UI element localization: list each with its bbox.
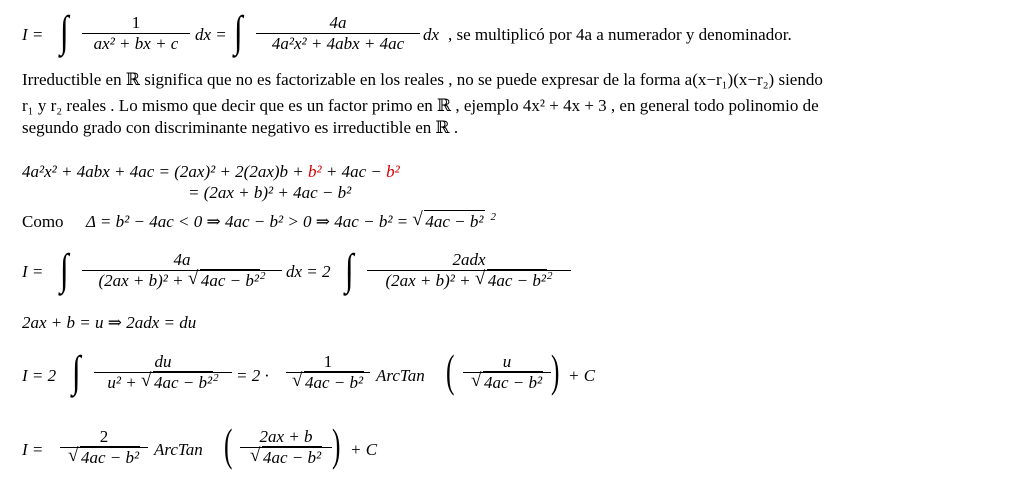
eq3-tail: + C xyxy=(568,366,596,385)
complete-square-line-2: = (2ax + b)² + 4ac − b² xyxy=(188,183,352,202)
eq3-f2-denominator: √ 4ac − b² xyxy=(286,373,370,393)
eq3-f3-denominator: √ 4ac − b² xyxy=(463,373,551,393)
eq2-f2-denominator: (2ax + b)² + √ 4ac − b²$^2$ xyxy=(367,271,571,293)
left-paren: ( xyxy=(446,345,455,396)
red-term: b² xyxy=(386,162,400,181)
eq2-fraction-1 xyxy=(82,250,282,293)
eq2-mid: dx = 2 xyxy=(286,262,331,281)
como-word: Como xyxy=(22,212,64,231)
right-paren: ) xyxy=(332,419,341,470)
integral-sign: ∫ xyxy=(60,7,69,56)
eq4-f1-numerator: 2 xyxy=(99,427,109,446)
integral-sign: ∫ xyxy=(72,347,81,396)
eq4-fraction-2 xyxy=(240,427,332,468)
eq3-f1-denominator: u² + √ 4ac − b²$^2$ xyxy=(94,373,232,395)
eq1-comment: , se multiplicó por 4a a numerador y denominador. xyxy=(448,25,792,44)
eq1-f2-numerator: 4a xyxy=(329,13,347,32)
eq2-f2-numerator: 2adx xyxy=(452,250,486,269)
eq3-fraction-3 xyxy=(463,352,551,393)
eq3-fraction-1 xyxy=(94,352,232,395)
substitution-line: 2ax + b = u ⇒ 2adx = du xyxy=(22,313,197,332)
eq3-f3-numerator: u xyxy=(502,352,512,371)
eq1-mid: dx = xyxy=(195,25,227,44)
eq4-f2-denominator: √ 4ac − b² xyxy=(240,448,332,468)
eq4-f2-numerator: 2ax + b xyxy=(259,427,313,446)
paragraph-line-1: Irreductible en ℝ significa que no es factorizable en los reales , no se puede expresar de la forma a(x−r₁)(x−r₂) siendo xyxy=(22,70,823,89)
eq1-f2-denominator: 4a²x² + 4abx + 4ac xyxy=(271,34,405,53)
eq3-f2-numerator: 1 xyxy=(323,352,333,371)
right-paren: ) xyxy=(551,345,560,396)
eq1-f1-denominator: ax² + bx + c xyxy=(93,34,179,53)
eq4-fraction-1 xyxy=(60,427,148,468)
eq3-arctan: ArcTan xyxy=(376,366,425,385)
eq2-lhs: I = xyxy=(22,262,44,281)
eq3-f1-numerator: du xyxy=(154,352,172,371)
eq4-tail: + C xyxy=(350,440,378,459)
paragraph-line-3: segundo grado con discriminante negativo es irreductible en ℝ . xyxy=(22,118,459,137)
eq1-f1-numerator: 1 xyxy=(131,13,141,32)
eq2-f1-numerator: 4a xyxy=(173,250,191,269)
eq3-mid: = 2 · xyxy=(236,366,269,385)
left-paren: ( xyxy=(224,419,233,470)
paragraph-line-2: r₁ y r₂ reales . Lo mismo que decir que es un factor primo en ℝ , ejemplo 4x² + 4x + 3 , en general todo polinomio de xyxy=(22,96,819,115)
complete-square-line-1: 4a²x² + 4abx + 4ac = (2ax)² + 2(2ax)b + b² + 4ac − b² xyxy=(22,162,400,181)
eq4-lhs: I = xyxy=(22,440,44,459)
eq4-arctan: ArcTan xyxy=(154,440,203,459)
red-term: b² xyxy=(308,162,322,181)
eq1-fraction-2 xyxy=(256,13,420,54)
integral-sign: ∫ xyxy=(60,245,69,294)
eq4-f1-denominator: √ 4ac − b² xyxy=(60,448,148,468)
integral-sign: ∫ xyxy=(234,7,243,56)
eq1-tail: dx xyxy=(423,25,440,44)
eq1-lhs: I = xyxy=(22,25,44,44)
como-expression: Δ = b² − 4ac < 0 ⇒ 4ac − b² > 0 ⇒ 4ac − b² = √ 4ac − b² $^2$ xyxy=(86,212,490,234)
integral-sign: ∫ xyxy=(345,245,354,294)
eq2-f1-denominator: (2ax + b)² + √ 4ac − b²$^2$ xyxy=(82,271,282,293)
eq3-fraction-2 xyxy=(286,352,370,393)
eq2-fraction-2 xyxy=(367,250,571,293)
eq1-fraction-1 xyxy=(82,13,190,54)
eq3-lhs: I = 2 xyxy=(22,366,57,385)
